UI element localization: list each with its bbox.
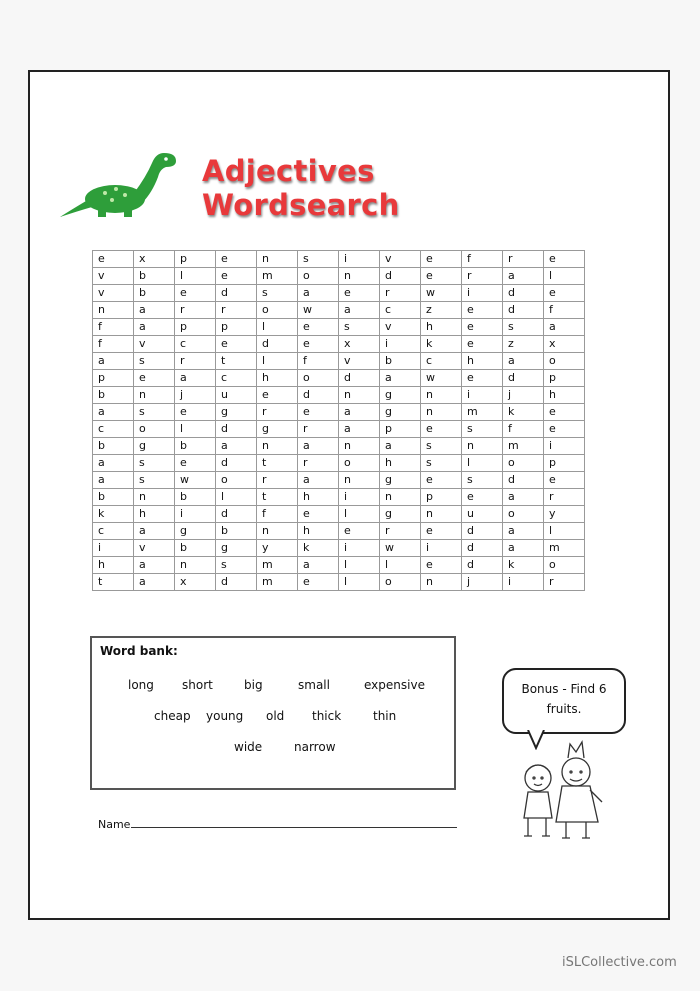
grid-cell: l (257, 353, 298, 370)
grid-cell: r (503, 251, 544, 268)
grid-cell: a (93, 353, 134, 370)
grid-cell: i (544, 438, 585, 455)
name-blank[interactable] (131, 818, 457, 828)
grid-cell: s (462, 421, 503, 438)
grid-cell: g (216, 404, 257, 421)
grid-cell: r (216, 302, 257, 319)
grid-cell: n (257, 438, 298, 455)
grid-cell: h (421, 319, 462, 336)
grid-cell: b (93, 489, 134, 506)
grid-cell: j (462, 574, 503, 591)
word-bank-item: expensive (364, 678, 425, 692)
grid-cell: e (216, 268, 257, 285)
grid-cell: n (421, 574, 462, 591)
grid-cell: x (175, 574, 216, 591)
grid-cell: o (503, 506, 544, 523)
grid-cell: x (339, 336, 380, 353)
grid-cell: r (175, 353, 216, 370)
grid-cell: n (175, 557, 216, 574)
grid-cell: a (339, 302, 380, 319)
grid-cell: e (175, 285, 216, 302)
grid-cell: d (503, 370, 544, 387)
grid-cell: s (257, 285, 298, 302)
grid-cell: h (134, 506, 175, 523)
grid-cell: r (544, 489, 585, 506)
grid-cell: e (544, 404, 585, 421)
grid-cell: o (503, 455, 544, 472)
grid-cell: a (298, 285, 339, 302)
grid-cell: e (462, 302, 503, 319)
grid-cell: i (339, 489, 380, 506)
grid-cell: k (93, 506, 134, 523)
grid-cell: l (339, 557, 380, 574)
grid-cell: y (257, 540, 298, 557)
worksheet-page (28, 70, 670, 920)
grid-cell: m (462, 404, 503, 421)
grid-cell: a (339, 404, 380, 421)
grid-cell: o (298, 370, 339, 387)
grid-cell: m (257, 268, 298, 285)
grid-cell: e (298, 319, 339, 336)
grid-cell: i (462, 387, 503, 404)
grid-cell: s (134, 404, 175, 421)
grid-row (93, 540, 585, 557)
grid-cell: a (134, 319, 175, 336)
grid-cell: d (216, 455, 257, 472)
grid-cell: a (339, 421, 380, 438)
grid-cell: d (503, 285, 544, 302)
grid-cell: d (503, 472, 544, 489)
grid-cell: a (503, 268, 544, 285)
grid-cell: a (380, 370, 421, 387)
grid-cell: v (339, 353, 380, 370)
grid-cell: c (175, 336, 216, 353)
grid-cell: n (462, 438, 503, 455)
worksheet-title: Adjectives Wordsearch (202, 154, 400, 222)
grid-cell: c (216, 370, 257, 387)
grid-cell: a (544, 319, 585, 336)
grid-cell: e (544, 421, 585, 438)
grid-cell: d (216, 285, 257, 302)
grid-cell: v (380, 251, 421, 268)
grid-cell: g (175, 523, 216, 540)
grid-cell: a (93, 455, 134, 472)
grid-cell: d (216, 574, 257, 591)
grid-cell: e (421, 421, 462, 438)
grid-cell: e (462, 319, 503, 336)
grid-row (93, 251, 585, 268)
grid-cell: p (544, 370, 585, 387)
grid-cell: a (134, 302, 175, 319)
grid-cell: u (216, 387, 257, 404)
grid-cell: i (175, 506, 216, 523)
grid-cell: t (257, 489, 298, 506)
grid-cell: d (216, 421, 257, 438)
grid-cell: o (544, 557, 585, 574)
grid-cell: e (298, 404, 339, 421)
grid-cell: j (175, 387, 216, 404)
grid-cell: m (544, 540, 585, 557)
grid-cell: m (257, 557, 298, 574)
grid-row (93, 285, 585, 302)
grid-cell: v (134, 540, 175, 557)
grid-cell: o (216, 472, 257, 489)
grid-cell: m (503, 438, 544, 455)
word-bank-item: narrow (294, 740, 336, 754)
grid-cell: l (544, 523, 585, 540)
kids-illustration (516, 738, 606, 842)
grid-cell: d (298, 387, 339, 404)
grid-cell: e (298, 506, 339, 523)
grid-cell: v (93, 268, 134, 285)
grid-cell: e (339, 523, 380, 540)
grid-cell: n (421, 404, 462, 421)
grid-cell: o (380, 574, 421, 591)
grid-cell: l (544, 268, 585, 285)
grid-cell: d (380, 268, 421, 285)
grid-cell: h (93, 557, 134, 574)
grid-row (93, 557, 585, 574)
grid-cell: y (544, 506, 585, 523)
grid-cell: p (216, 319, 257, 336)
grid-cell: g (380, 404, 421, 421)
grid-cell: i (93, 540, 134, 557)
grid-row (93, 302, 585, 319)
grid-cell: w (421, 285, 462, 302)
grid-cell: e (421, 557, 462, 574)
grid-cell: a (298, 438, 339, 455)
grid-cell: b (216, 523, 257, 540)
bonus-speech-bubble (502, 668, 626, 734)
name-line (98, 818, 458, 831)
grid-cell: k (503, 557, 544, 574)
grid-cell: s (134, 353, 175, 370)
word-bank-item: short (182, 678, 213, 692)
grid-cell: z (503, 336, 544, 353)
grid-cell: r (257, 404, 298, 421)
grid-cell: r (257, 472, 298, 489)
grid-cell: f (544, 302, 585, 319)
grid-row (93, 489, 585, 506)
grid-cell: e (175, 455, 216, 472)
grid-cell: i (503, 574, 544, 591)
grid-cell: s (421, 438, 462, 455)
grid-cell: w (421, 370, 462, 387)
word-bank-item: big (244, 678, 263, 692)
grid-cell: h (462, 353, 503, 370)
grid-cell: x (544, 336, 585, 353)
grid-row (93, 472, 585, 489)
grid-cell: n (339, 472, 380, 489)
grid-cell: f (257, 506, 298, 523)
grid-cell: s (339, 319, 380, 336)
grid-cell: v (93, 285, 134, 302)
grid-cell: g (134, 438, 175, 455)
grid-row (93, 404, 585, 421)
word-bank-item: old (266, 709, 285, 723)
grid-cell: h (544, 387, 585, 404)
grid-cell: p (93, 370, 134, 387)
grid-row (93, 353, 585, 370)
grid-cell: u (462, 506, 503, 523)
grid-row (93, 370, 585, 387)
grid-cell: o (298, 268, 339, 285)
grid-cell: d (503, 302, 544, 319)
grid-cell: p (175, 319, 216, 336)
grid-cell: t (257, 455, 298, 472)
grid-row (93, 268, 585, 285)
grid-cell: n (134, 387, 175, 404)
grid-cell: t (93, 574, 134, 591)
grid-cell: r (380, 285, 421, 302)
word-bank-item: thin (373, 709, 397, 723)
grid-cell: n (134, 489, 175, 506)
grid-cell: f (503, 421, 544, 438)
grid-row (93, 319, 585, 336)
grid-cell: a (134, 574, 175, 591)
grid-cell: e (298, 574, 339, 591)
grid-cell: k (421, 336, 462, 353)
grid-cell: e (462, 370, 503, 387)
grid-cell: n (339, 438, 380, 455)
grid-cell: a (93, 404, 134, 421)
grid-cell: r (380, 523, 421, 540)
grid-cell: r (462, 268, 503, 285)
grid-cell: c (93, 421, 134, 438)
grid-cell: n (421, 387, 462, 404)
grid-cell: e (462, 489, 503, 506)
grid-cell: d (257, 336, 298, 353)
grid-cell: e (134, 370, 175, 387)
grid-row (93, 438, 585, 455)
grid-cell: e (544, 285, 585, 302)
grid-cell: b (134, 285, 175, 302)
grid-cell: b (175, 540, 216, 557)
word-bank-item: long (128, 678, 154, 692)
grid-cell: f (462, 251, 503, 268)
bonus-text-line-2: fruits. (546, 702, 582, 716)
grid-cell: w (175, 472, 216, 489)
grid-cell: f (93, 336, 134, 353)
grid-cell: p (380, 421, 421, 438)
word-bank-heading: Word bank: (100, 644, 178, 658)
word-bank-item: wide (234, 740, 263, 754)
grid-cell: e (421, 523, 462, 540)
grid-cell: p (175, 251, 216, 268)
grid-cell: a (175, 370, 216, 387)
grid-cell: n (339, 268, 380, 285)
grid-cell: r (298, 421, 339, 438)
word-bank-item: thick (312, 709, 342, 723)
grid-cell: v (134, 336, 175, 353)
grid-cell: j (503, 387, 544, 404)
grid-cell: i (380, 336, 421, 353)
grid-cell: i (339, 251, 380, 268)
grid-cell: b (175, 489, 216, 506)
grid-row (93, 336, 585, 353)
grid-cell: t (216, 353, 257, 370)
grid-cell: k (503, 404, 544, 421)
site-watermark: iSLCollective.com (562, 955, 677, 970)
grid-cell: r (298, 455, 339, 472)
grid-cell: h (298, 489, 339, 506)
grid-row (93, 574, 585, 591)
grid-cell: c (93, 523, 134, 540)
grid-cell: e (257, 387, 298, 404)
grid-cell: e (175, 404, 216, 421)
grid-cell: a (298, 557, 339, 574)
grid-cell: d (462, 540, 503, 557)
grid-cell: e (339, 285, 380, 302)
grid-cell: e (421, 251, 462, 268)
grid-cell: e (216, 251, 257, 268)
grid-cell: n (380, 489, 421, 506)
grid-cell: e (298, 336, 339, 353)
grid-cell: g (380, 472, 421, 489)
grid-cell: g (257, 421, 298, 438)
grid-cell: l (216, 489, 257, 506)
grid-cell: e (93, 251, 134, 268)
grid-cell: d (216, 506, 257, 523)
grid-cell: a (93, 472, 134, 489)
grid-cell: a (216, 438, 257, 455)
grid-cell: d (462, 523, 503, 540)
grid-cell: f (93, 319, 134, 336)
grid-cell: n (93, 302, 134, 319)
grid-cell: a (503, 353, 544, 370)
grid-cell: g (380, 387, 421, 404)
letter-grid (92, 250, 585, 591)
grid-cell: l (175, 268, 216, 285)
grid-cell: i (339, 540, 380, 557)
grid-row (93, 421, 585, 438)
grid-cell: h (298, 523, 339, 540)
grid-cell: f (298, 353, 339, 370)
grid-cell: e (462, 336, 503, 353)
grid-cell: e (544, 472, 585, 489)
grid-cell: n (421, 506, 462, 523)
bonus-text-line-1: Bonus - Find 6 (521, 682, 607, 696)
grid-cell: b (93, 387, 134, 404)
grid-cell: a (134, 523, 175, 540)
grid-cell: e (216, 336, 257, 353)
grid-cell: v (380, 319, 421, 336)
grid-cell: a (503, 540, 544, 557)
grid-row (93, 455, 585, 472)
grid-cell: a (503, 523, 544, 540)
grid-cell: n (257, 251, 298, 268)
grid-cell: o (339, 455, 380, 472)
grid-cell: s (298, 251, 339, 268)
grid-cell: c (380, 302, 421, 319)
grid-cell: e (421, 472, 462, 489)
grid-cell: a (380, 438, 421, 455)
grid-cell: r (175, 302, 216, 319)
grid-cell: l (462, 455, 503, 472)
grid-cell: a (503, 489, 544, 506)
grid-cell: z (421, 302, 462, 319)
grid-cell: l (380, 557, 421, 574)
grid-cell: m (257, 574, 298, 591)
grid-cell: s (462, 472, 503, 489)
grid-cell: n (339, 387, 380, 404)
grid-cell: d (462, 557, 503, 574)
word-bank-item: cheap (154, 709, 191, 723)
grid-cell: o (544, 353, 585, 370)
grid-cell: p (421, 489, 462, 506)
grid-cell: e (421, 268, 462, 285)
grid-cell: c (421, 353, 462, 370)
grid-cell: x (134, 251, 175, 268)
grid-cell: l (257, 319, 298, 336)
grid-cell: o (257, 302, 298, 319)
grid-cell: w (298, 302, 339, 319)
grid-cell: l (339, 574, 380, 591)
name-label: Name (98, 818, 131, 831)
grid-cell: n (257, 523, 298, 540)
grid-cell: p (544, 455, 585, 472)
grid-cell: b (175, 438, 216, 455)
grid-cell: s (216, 557, 257, 574)
grid-cell: a (298, 472, 339, 489)
grid-cell: a (134, 557, 175, 574)
grid-cell: w (380, 540, 421, 557)
grid-cell: i (462, 285, 503, 302)
grid-cell: g (380, 506, 421, 523)
grid-cell: b (134, 268, 175, 285)
grid-cell: e (544, 251, 585, 268)
grid-cell: l (175, 421, 216, 438)
grid-cell: h (257, 370, 298, 387)
grid-cell: s (421, 455, 462, 472)
grid-cell: o (134, 421, 175, 438)
grid-cell: s (134, 472, 175, 489)
word-bank-box (90, 636, 456, 790)
grid-cell: b (380, 353, 421, 370)
grid-cell: k (298, 540, 339, 557)
grid-cell: s (503, 319, 544, 336)
grid-cell: b (93, 438, 134, 455)
grid-cell: r (544, 574, 585, 591)
grid-row (93, 506, 585, 523)
word-bank-item: small (298, 678, 330, 692)
grid-row (93, 523, 585, 540)
grid-cell: l (339, 506, 380, 523)
grid-cell: s (134, 455, 175, 472)
dinosaur-illustration (60, 147, 180, 219)
grid-cell: d (339, 370, 380, 387)
grid-cell: i (421, 540, 462, 557)
grid-row (93, 387, 585, 404)
grid-cell: g (216, 540, 257, 557)
grid-cell: h (380, 455, 421, 472)
word-bank-item: young (206, 709, 244, 723)
